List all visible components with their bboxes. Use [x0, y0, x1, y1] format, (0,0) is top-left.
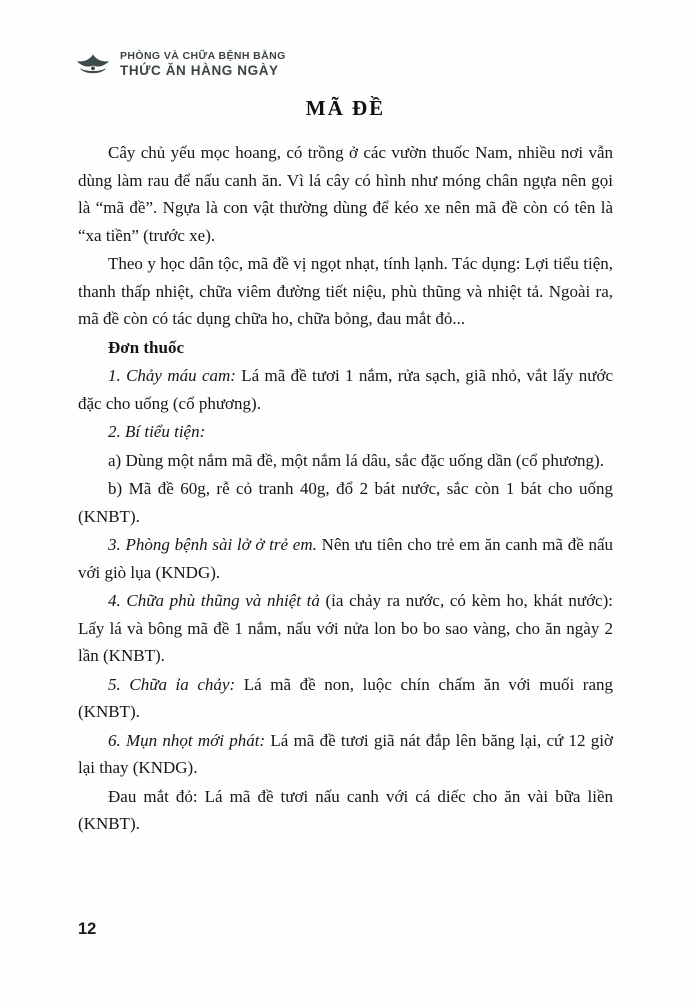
remedy-paragraph [78, 418, 613, 446]
publisher-header-line2: THỨC ĂN HÀNG NGÀY [120, 63, 279, 79]
publisher-header-line1: PHÒNG VÀ CHỮA BỆNH BẰNG [120, 50, 286, 62]
remedy-text: Lá mã đề non, luộc chín chấm ăn với muối rang (KNBT). [78, 674, 613, 721]
remedy-lead: 3. Phòng bệnh sài lở ở trẻ em. [108, 535, 317, 554]
remedy-paragraph [78, 783, 613, 838]
remedy-text: a) Dùng một nắm mã đề, một nắm lá dâu, sắc đặc uống dần (cổ phương). [108, 450, 604, 470]
page-title: MÃ ĐỀ [305, 96, 386, 120]
remedy-text: (ỉa chảy ra nước, có kèm ho, khát nước): Lấy lá và bông mã đề 1 nắm, nấu với nửa lon bo bo sao vàng, cho ăn ngày 2 lần (KNBT). [78, 591, 613, 665]
remedy-paragraph [78, 587, 613, 670]
publisher-header-text [120, 50, 286, 80]
remedy-text: Đau mắt đỏ: Lá mã đề tươi nấu canh với cá diếc cho ăn vài bữa liền (KNBT). [78, 786, 613, 833]
remedy-lead: 1. Chảy máu cam: [108, 366, 236, 385]
remedy-text: Lá mã đề tươi 1 nắm, rửa sạch, giã nhỏ, vắt lấy nước đặc cho uống (cổ phương). [78, 366, 613, 413]
remedy-lead: 6. Mụn nhọt mới phát: [108, 730, 266, 750]
publisher-logo-icon [74, 52, 112, 78]
remedy-text: Lá mã đề tươi giã nát đắp lên băng lại, cứ 12 giờ lại thay (KNDG). [78, 730, 613, 777]
remedy-paragraph [78, 671, 613, 726]
remedy-paragraph [78, 531, 613, 586]
remedy-paragraph [78, 727, 613, 782]
remedy-paragraph [78, 475, 613, 530]
publisher-header [74, 50, 613, 80]
intro-paragraph-2: Theo y học dân tộc, mã đề vị ngọt nhạt, tính lạnh. Tác dụng: Lợi tiểu tiện, thanh thấp nhiệt, chữa viêm đường tiết niệu, phù thũng và nhiệt tả. Ngoài ra, mã đề còn có tác dụng chữa ho, chữa bỏng, đau mắt đỏ... [78, 254, 613, 328]
remedy-paragraph [78, 362, 613, 417]
intro-paragraph-1: Cây chủ yếu mọc hoang, có trồng ở các vườn thuốc Nam, nhiều nơi vẫn dùng làm rau để nấu canh ăn. Vì lá cây có hình như móng chân ngựa nên gọi là “mã đề”. Ngựa là con vật thường dùng để kéo xe nên mã đề còn có tên là “xa tiền” (trước xe). [78, 143, 613, 245]
remedy-paragraph [78, 447, 613, 475]
remedy-text: Nên ưu tiên cho trẻ em ăn canh mã đề nấu với giò lụa (KNDG). [78, 535, 613, 582]
remedy-lead: 4. Chữa phù thũng và nhiệt tả [108, 591, 320, 610]
page-number: 12 [78, 920, 97, 938]
remedy-lead: 5. Chữa ỉa chảy: [108, 674, 236, 694]
remedy-lead: 2. Bí tiểu tiện: [108, 422, 206, 441]
section-heading: Đơn thuốc [108, 337, 185, 357]
remedy-text: b) Mã đề 60g, rễ cỏ tranh 40g, đổ 2 bát nước, sắc còn 1 bát cho uống (KNBT). [78, 479, 613, 526]
